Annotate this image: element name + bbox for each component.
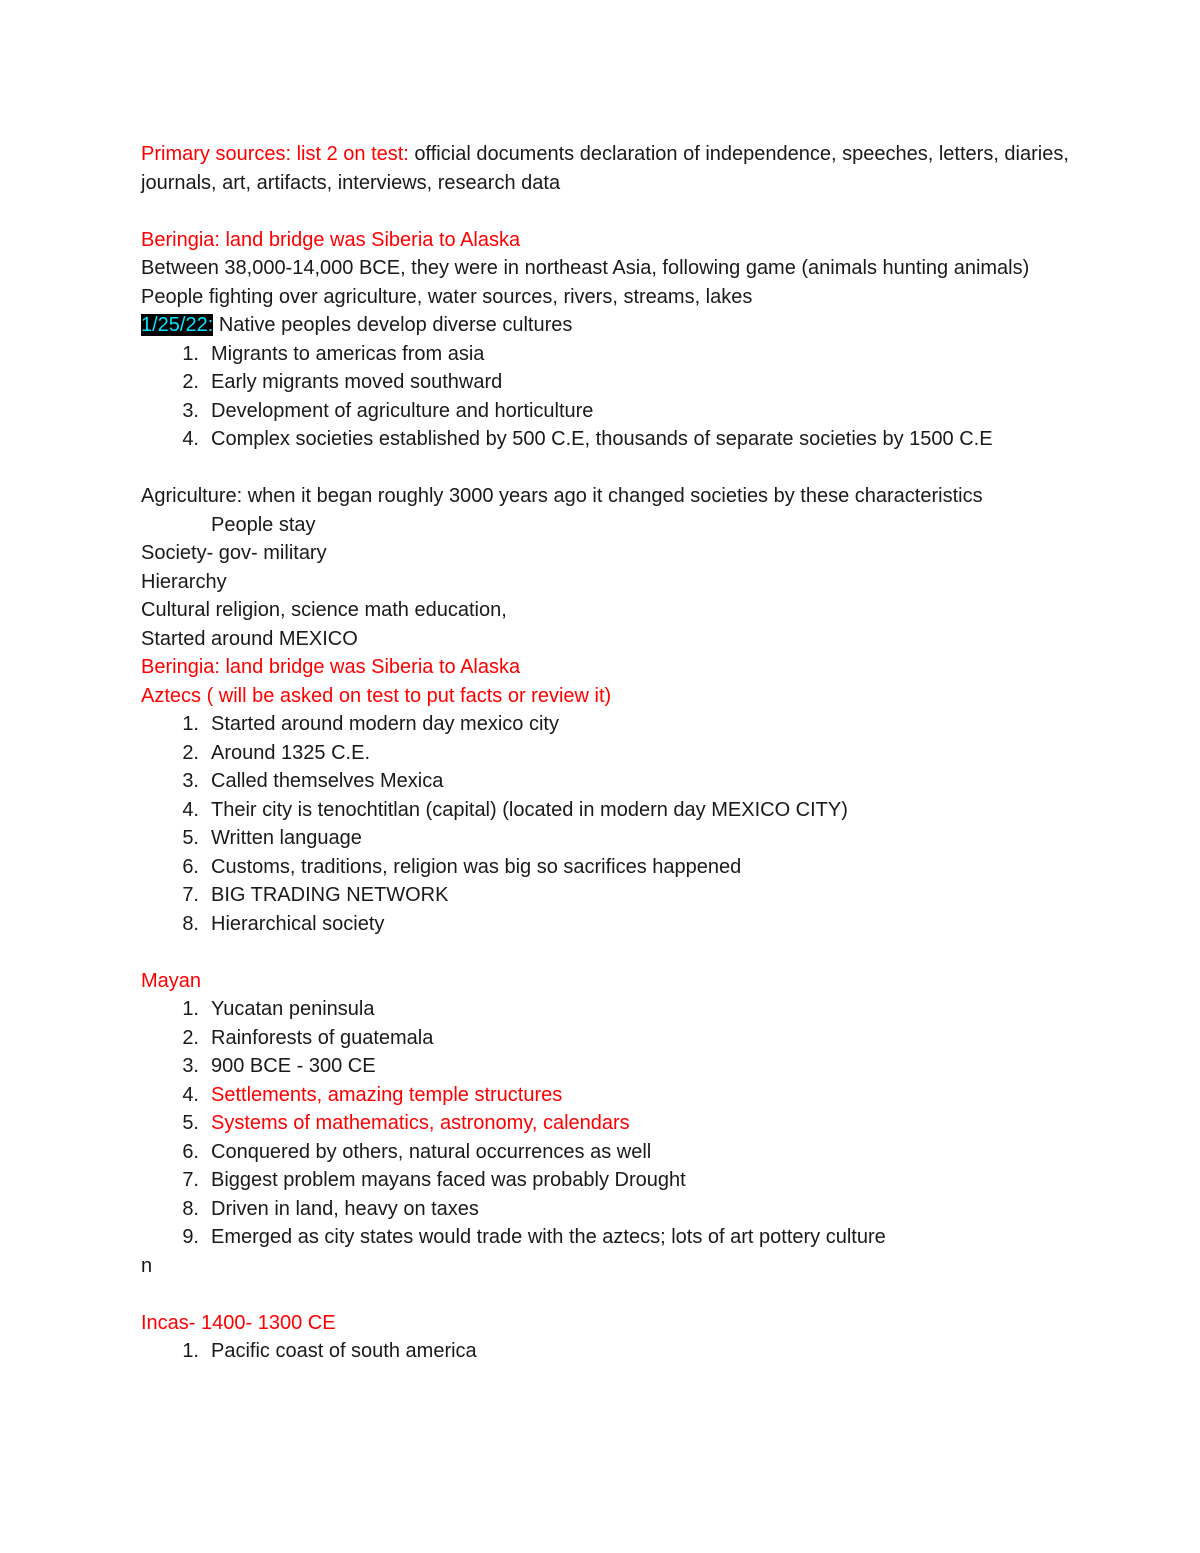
spacer <box>141 1280 1071 1309</box>
list-item: 4. Settlements, amazing temple structures <box>182 1083 563 1106</box>
list-item: 3. 900 BCE - 300 CE <box>182 1055 376 1077</box>
incas-list <box>141 1337 1071 1366</box>
list-item: 3. Called themselves Mexica <box>182 770 444 792</box>
list-item: 8. Driven in land, heavy on taxes <box>182 1197 479 1220</box>
list-item: 2. Around 1325 C.E. <box>182 741 370 764</box>
list-item: 6. Customs, traditions, religion was big so sacrifices happened <box>182 855 742 878</box>
list-item: 3. Development of agriculture and horticulture <box>182 399 594 422</box>
agriculture-line: Agriculture: when it began roughly 3000 years ago it changed societies by these characteristics <box>141 485 983 507</box>
list-item: 1. Yucatan peninsula <box>182 998 375 1020</box>
list-item: 7. Biggest problem mayans faced was probably Drought <box>182 1169 686 1191</box>
spacer <box>141 197 1071 226</box>
fighting-line: People fighting over agriculture, water sources, rivers, streams, lakes <box>141 285 753 308</box>
list-item: 2. Rainforests of guatemala <box>182 1026 434 1049</box>
mayan-list <box>141 995 1071 1252</box>
aztecs-heading: Aztecs ( will be asked on test to put facts or review it) <box>141 684 612 707</box>
spacer <box>141 938 1071 967</box>
list-item: 1. Pacific coast of south america <box>182 1340 477 1362</box>
list-item: 1. Started around modern day mexico city <box>182 713 559 735</box>
list-item: 8. Hierarchical society <box>182 912 385 935</box>
date-note-text: Native peoples develop diverse cultures <box>213 314 573 336</box>
mayan-heading: Mayan <box>141 969 202 992</box>
list-item: 6. Conquered by others, natural occurrences as well <box>182 1140 652 1163</box>
native-list <box>141 340 1071 454</box>
list-item: 7. BIG TRADING NETWORK <box>182 884 449 906</box>
society-line: Society- gov- military <box>141 542 327 564</box>
primary-sources-label: Primary sources: list 2 on test: <box>141 143 409 165</box>
date-note-line <box>141 311 1071 340</box>
cultural-line: Cultural religion, science math education, <box>141 599 507 621</box>
beringia-heading-2: Beringia: land bridge was Siberia to Alaska <box>141 656 521 678</box>
list-item: 9. Emerged as city states would trade with the aztecs; lots of art pottery culture <box>182 1226 886 1248</box>
primary-sources-text: official documents declaration of independence, speeches, letters, diaries, journals, art, artifacts, interviews, research data <box>141 143 1069 194</box>
incas-heading: Incas- 1400- 1300 CE <box>141 1311 336 1334</box>
aztecs-list <box>141 710 1071 938</box>
between-paragraph: Between 38,000-14,000 BCE, they were in northeast Asia, following game (animals hunting animals) <box>141 257 1030 279</box>
started-mexico-line: Started around MEXICO <box>141 627 358 650</box>
document-page <box>141 140 1071 1366</box>
list-item: 1. Migrants to americas from asia <box>182 342 485 365</box>
list-item: 4. Complex societies established by 500 C.E, thousands of separate societies by 1500 C.E <box>182 428 993 450</box>
date-highlight: 1/25/22: <box>141 314 214 336</box>
hierarchy-line: Hierarchy <box>141 570 227 593</box>
stray-text: n <box>141 1254 153 1277</box>
people-stay-line: People stay <box>211 513 316 536</box>
list-item: 5. Written language <box>182 827 362 849</box>
list-item: 2. Early migrants moved southward <box>182 371 503 393</box>
list-item: 4. Their city is tenochtitlan (capital) (located in modern day MEXICO CITY) <box>182 798 848 821</box>
list-item: 5. Systems of mathematics, astronomy, calendars <box>182 1112 630 1134</box>
primary-sources-paragraph <box>141 140 1071 197</box>
spacer <box>141 454 1071 483</box>
beringia-heading: Beringia: land bridge was Siberia to Alaska <box>141 228 521 251</box>
